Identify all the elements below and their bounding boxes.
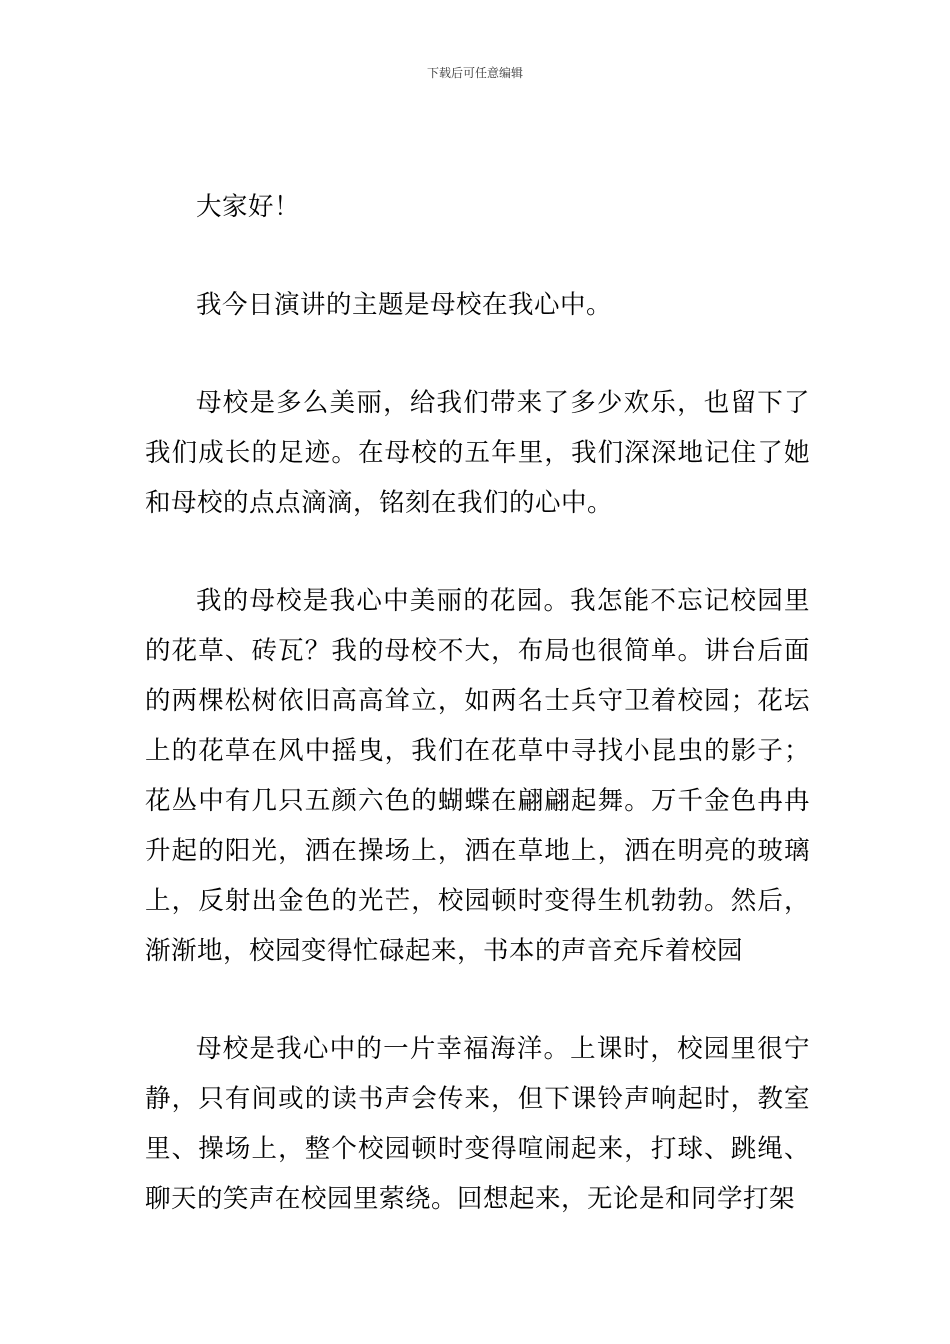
paragraph-greeting: 大家好！: [196, 192, 301, 222]
paragraph-school-happiness: 母校是我心中的一片幸福海洋。上课时，校园里很宁静，只有间或的读书声会传来，但下课铃声响起时，教室里、操场上，整个校园顿时变得喧闹起来，打球、跳绳、聊天的笑声在校园里萦绕。回想起来，无论是和同学打架: [145, 1034, 810, 1214]
document-body: [145, 182, 810, 1272]
paragraph-school-beauty: 母校是多么美丽，给我们带来了多少欢乐，也留下了我们成长的足迹。在母校的五年里，我们深深地记住了她和母校的点点滴滴，铭刻在我们的心中。: [145, 388, 810, 518]
page-header: 下载后可任意编辑: [426, 66, 523, 80]
paragraph-school-garden: 我的母校是我心中美丽的花园。我怎能不忘记校园里的花草、砖瓦？我的母校不大，布局也很简单。讲台后面的两棵松树依旧高高耸立，如两名士兵守卫着校园；花坛上的花草在风中摇曳，我们在花草中寻找小昆虫的影子；花丛中有几只五颜六色的蝴蝶在翩翩起舞。万千金色冉冉升起的阳光，洒在操场上，洒在草地上，洒在明亮的玻璃上，反射出金色的光芒，校园顿时变得生机勃勃。然后，渐渐地，校园变得忙碌起来，书本的声音充斥着校园: [145, 586, 810, 966]
paragraph-topic: 我今日演讲的主题是母校在我心中。: [196, 290, 613, 320]
